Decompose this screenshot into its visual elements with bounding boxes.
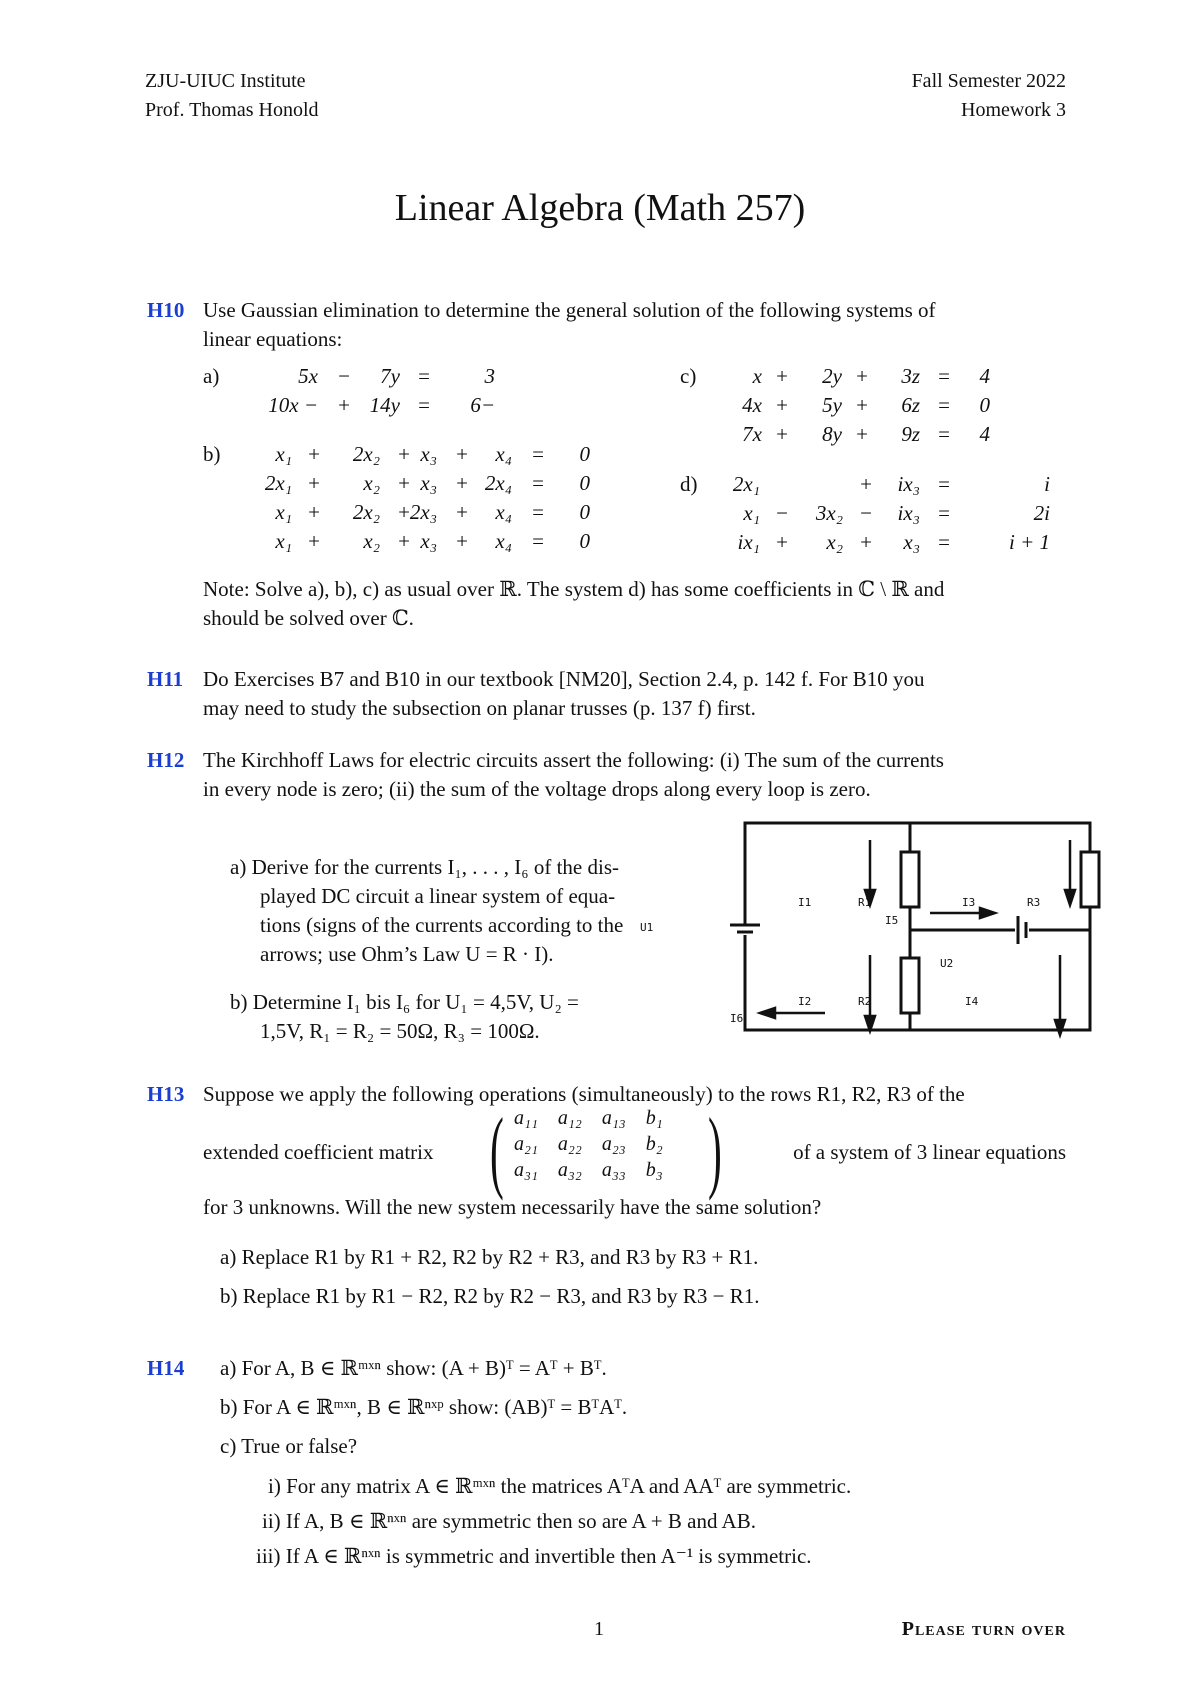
matrix-entry: a₃₃ [601, 1158, 626, 1181]
matrix-entry: a₁₁ [514, 1106, 538, 1129]
h13-option-a: a) Replace R1 by R1 + R2, R2 by R2 + R3, and R3 by R3 + R1. [220, 1245, 759, 1269]
h14-c-i: i) For any matrix A ∈ ℝᵐˣⁿ the matrices AᵀA and AAᵀ are symmetric. [268, 1474, 852, 1498]
system-c-label: c) [680, 364, 697, 388]
problem-label-h14: H14 [147, 1356, 185, 1380]
battery-u1 [730, 925, 760, 935]
h13-text-3: for 3 unknowns. Will the new system necessarily have the same solution? [203, 1195, 822, 1219]
matrix-entry: a₂₂ [557, 1132, 582, 1155]
header-semester: Fall Semester 2022 [911, 70, 1066, 92]
label-u2: U2 [940, 957, 954, 970]
matrix-entry: a₁₂ [557, 1106, 582, 1129]
matrix-entry: b₃ [645, 1158, 663, 1181]
matrix-right-paren: ) [708, 1099, 722, 1201]
h11-text-1: Do Exercises B7 and B10 in our textbook [NM20], Section 2.4, p. 142 f. For B10 you [203, 667, 925, 691]
battery-u2 [1015, 915, 1029, 945]
problem-label-h12: H12 [147, 748, 185, 772]
h11-text-2: may need to study the subsection on planar trusses (p. 137 f) first. [203, 696, 756, 720]
system-a-label: a) [203, 364, 220, 388]
label-r3: R3 [1027, 896, 1041, 909]
label-i1: I1 [798, 896, 812, 909]
matrix-entry: a₁₃ [601, 1106, 626, 1129]
resistor-r3 [1081, 852, 1099, 907]
h10-text-2: linear equations: [203, 327, 343, 351]
label-i2: I2 [798, 995, 812, 1008]
header-professor: Prof. Thomas Honold [145, 99, 319, 121]
page-number: 1 [594, 1618, 604, 1640]
h12-a-line-4: arrows; use Ohm’s Law U = R · I). [260, 942, 554, 966]
label-r1: R1 [858, 896, 872, 909]
label-i4: I4 [965, 995, 979, 1008]
matrix-body [504, 1105, 673, 1183]
h14-c-iii: iii) If A ∈ ℝⁿˣⁿ is symmetric and invertible then A⁻¹ is symmetric. [256, 1544, 812, 1568]
h13-text-2b: of a system of 3 linear equations [793, 1140, 1066, 1164]
h12-a-line-3: tions (signs of the currents according to the [260, 913, 624, 937]
h13-text-1: Suppose we apply the following operations (simultaneously) to the rows R1, R2, R3 of the [203, 1082, 965, 1106]
problem-label-h13: H13 [147, 1082, 185, 1106]
label-i5: I5 [885, 914, 899, 927]
h12-text-2: in every node is zero; (ii) the sum of the voltage drops along every loop is zero. [203, 777, 871, 801]
h13-text-2a: extended coefficient matrix [203, 1140, 434, 1164]
h12-b-line-2: 1,5V, R₁ = R₂ = 50Ω, R₃ = 100Ω. [260, 1019, 540, 1043]
matrix-entry: a₃₂ [557, 1158, 582, 1181]
matrix-entry: a₃₁ [514, 1158, 538, 1181]
matrix-entry: b₂ [645, 1132, 663, 1155]
h10-note-2: should be solved over ℂ. [203, 606, 414, 630]
h14-c: c) True or false? [220, 1434, 358, 1458]
label-i6: I6 [730, 1012, 744, 1025]
h10-text-1: Use Gaussian elimination to determine the general solution of the following systems of [203, 298, 936, 322]
system-d-label: d) [680, 472, 698, 496]
label-u1: U1 [640, 921, 654, 934]
resistor-r1 [901, 852, 919, 907]
h14-c-ii: ii) If A, B ∈ ℝⁿˣⁿ are symmetric then so are A + B and AB. [262, 1509, 756, 1533]
header-homework: Homework 3 [961, 99, 1066, 121]
h12-a-line-2: played DC circuit a linear system of equa- [260, 884, 616, 908]
system-b-label: b) [203, 442, 221, 466]
h14-b: b) For A ∈ ℝᵐˣⁿ, B ∈ ℝⁿˣᵖ show: (AB)ᵀ = BᵀAᵀ. [220, 1395, 628, 1419]
resistor-r2 [901, 958, 919, 1013]
problem-label-h11: H11 [147, 667, 184, 691]
h12-a-line-1: a) Derive for the currents I₁, . . . , I₆ of the dis- [230, 855, 620, 879]
h12-text-1: The Kirchhoff Laws for electric circuits assert the following: (i) The sum of the currents [203, 748, 944, 772]
circuit-diagram [640, 820, 1130, 1045]
matrix-entry: a₂₃ [601, 1132, 626, 1155]
turn-over-note: Please turn over [901, 1618, 1066, 1640]
h14-a: a) For A, B ∈ ℝᵐˣⁿ show: (A + B)ᵀ = Aᵀ + Bᵀ. [220, 1356, 607, 1380]
header-institute: ZJU-UIUC Institute [145, 70, 306, 92]
label-i3: I3 [962, 896, 976, 909]
matrix-entry: b₁ [645, 1106, 663, 1129]
problem-label-h10: H10 [147, 298, 185, 322]
h13-option-b: b) Replace R1 by R1 − R2, R2 by R2 − R3, and R3 by R3 − R1. [220, 1284, 760, 1308]
page-title: Linear Algebra (Math 257) [394, 187, 806, 229]
label-r2: R2 [858, 995, 872, 1008]
matrix-left-paren: ( [490, 1099, 504, 1201]
h12-b-line-1: b) Determine I₁ bis I₆ for U₁ = 4,5V, U₂ = [230, 990, 579, 1014]
matrix-entry: a₂₁ [514, 1132, 538, 1155]
h10-note-1: Note: Solve a), b), c) as usual over ℝ. The system d) has some coefficients in ℂ \ ℝ and [203, 577, 945, 601]
